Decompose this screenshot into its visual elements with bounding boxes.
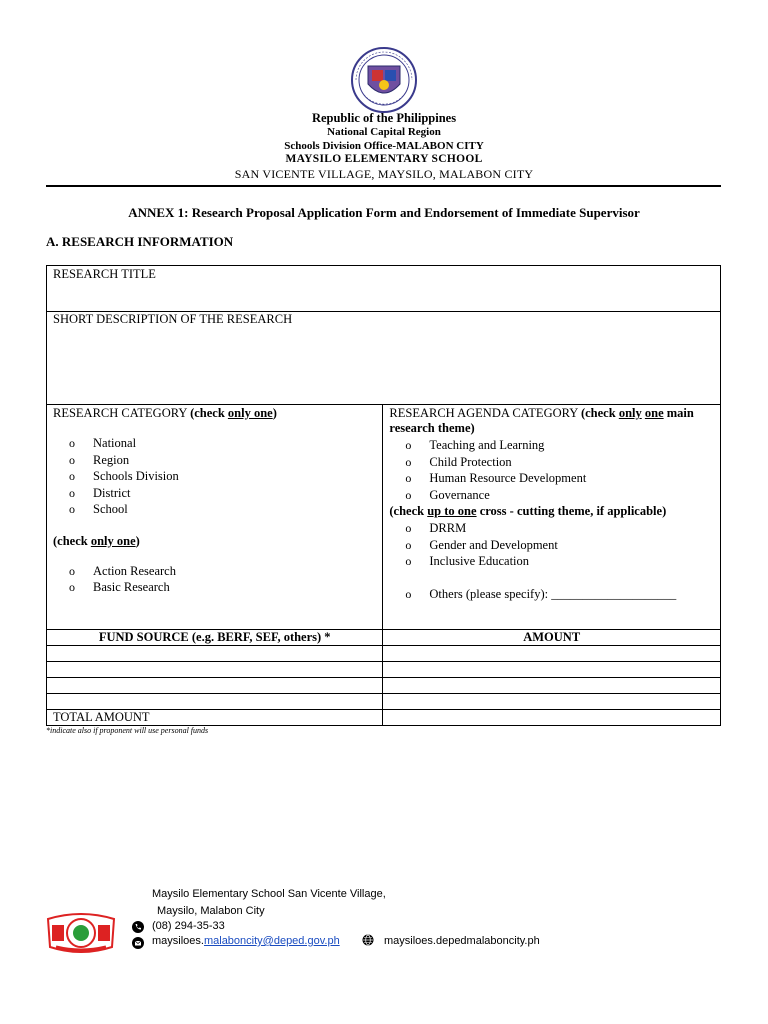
fund-source-input[interactable] [47, 662, 383, 678]
category-type-list [47, 563, 382, 596]
short-description-cell[interactable] [47, 312, 721, 405]
research-agenda-heading: RESEARCH AGENDA CATEGORY (check only one main research theme) [389, 406, 694, 435]
total-amount-input[interactable] [383, 710, 721, 726]
header-republic: Republic of the Philippines [311, 111, 457, 125]
agenda-option-teaching-learning[interactable]: o Teaching and Learning [405, 438, 545, 452]
category-option-basic-research[interactable]: o Basic Research [69, 580, 170, 594]
annex-text: Research Proposal Application Form and Endorsement of Immediate Supervisor [191, 205, 640, 220]
fund-source-header: FUND SOURCE (e.g. BERF, SEF, others) * [47, 630, 383, 646]
footer-address-line1: Maysilo Elementary School San Vicente Village, [152, 888, 386, 900]
research-category-cell [47, 405, 383, 630]
header-school: MAYSILO ELEMENTARY SCHOOL [285, 153, 483, 165]
category-option-national[interactable]: o National [69, 436, 137, 450]
agenda-option-hr-development[interactable]: o Human Resource Development [405, 471, 587, 485]
annex-title [0, 205, 768, 221]
short-description-label: SHORT DESCRIPTION OF THE RESEARCH [53, 312, 293, 326]
agenda-crosscutting-heading: (check up to one cross - cutting theme, if applicable) [389, 504, 667, 518]
amount-input[interactable] [383, 678, 721, 694]
research-form-table [46, 265, 721, 726]
agenda-option-child-protection[interactable]: o Child Protection [405, 454, 512, 469]
email-link[interactable]: malaboncity@deped.gov.ph [203, 935, 340, 947]
amount-input[interactable] [383, 646, 721, 662]
header-divider [46, 185, 721, 187]
category-type-heading: (check only one) [53, 533, 140, 548]
fund-source-input[interactable] [47, 646, 383, 662]
amount-input[interactable] [383, 662, 721, 678]
research-title-cell[interactable] [47, 266, 721, 312]
agenda-option-gad[interactable]: o Gender and Development [405, 537, 558, 552]
amount-header: AMOUNT [383, 630, 721, 646]
header-address: SAN VICENTE VILLAGE, MAYSILO, MALABON CITY [234, 167, 534, 181]
category-option-school[interactable]: o School [69, 502, 128, 516]
agenda-option-governance[interactable]: o Governance [405, 487, 490, 502]
agenda-crosscutting-list [383, 520, 720, 602]
amount-input[interactable] [383, 694, 721, 710]
agenda-option-others[interactable]: o Others (please specify): ____________________ [405, 586, 677, 601]
fund-source-input[interactable] [47, 694, 383, 710]
globe-icon [362, 934, 374, 946]
email-icon [132, 937, 144, 949]
category-option-schools-division[interactable]: o Schools Division [69, 469, 179, 483]
header-region: National Capital Region [327, 126, 441, 138]
category-option-action-research[interactable]: o Action Research [69, 563, 176, 578]
research-title-label: RESEARCH TITLE [53, 267, 156, 281]
agenda-theme-list [383, 437, 720, 503]
deped-seal-icon [348, 46, 420, 114]
fund-source-input[interactable] [47, 678, 383, 694]
research-category-heading: RESEARCH CATEGORY (check only one) [53, 406, 277, 420]
total-amount-label: TOTAL AMOUNT [53, 710, 150, 724]
research-agenda-cell [383, 405, 721, 630]
maysilo-school-logo [46, 913, 116, 953]
agenda-option-inclusive-education[interactable]: o Inclusive Education [405, 554, 530, 568]
category-option-region[interactable]: o Region [69, 452, 130, 467]
agenda-option-drrm[interactable]: o DRRM [405, 521, 467, 535]
annex-label: ANNEX 1: [128, 205, 189, 220]
category-option-district[interactable]: o District [69, 485, 131, 500]
category-level-list [47, 435, 382, 518]
footer-email: maysiloes.malaboncity@deped.gov.ph [152, 935, 340, 947]
header-division: Schools Division Office-MALABON CITY [284, 140, 484, 152]
total-amount-label-cell [47, 710, 383, 726]
section-a-heading: A. RESEARCH INFORMATION [46, 234, 234, 249]
footer-address-line2: Maysilo, Malabon City [157, 905, 265, 917]
phone-icon [132, 921, 144, 933]
footer-website[interactable]: maysiloes.depedmalaboncity.ph [384, 935, 540, 947]
footer-phone: (08) 294-35-33 [152, 920, 225, 932]
fund-note: *indicate also if proponent will use personal funds [46, 726, 209, 735]
